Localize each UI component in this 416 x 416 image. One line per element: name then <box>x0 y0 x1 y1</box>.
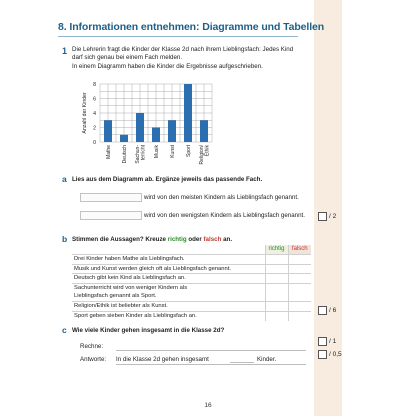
table-row <box>72 302 311 312</box>
answer-text-pre: In die Klasse 2d gehen insgesamt <box>116 356 209 363</box>
score-c1: / 1 <box>329 338 337 345</box>
task-number: 1 <box>62 46 68 56</box>
checkbox-wrong-5[interactable] <box>288 302 311 312</box>
y-tick-label: 0 <box>93 140 96 146</box>
checkbox-right-5[interactable] <box>265 302 288 312</box>
statement-3: Deutsch gibt kein Kind als Lieblingsfach an. <box>72 274 265 284</box>
statement-4 <box>72 283 265 301</box>
part-b-heading-post: an. <box>221 236 233 243</box>
statement-2: Musik und Kunst werden gleich oft als Lieblingsfach genannt. <box>72 264 265 274</box>
x-tick-label: Sport <box>185 145 192 157</box>
score-a: / 2 <box>329 213 337 220</box>
task-intro-line-3: In einem Diagramm haben die Kinder die Ergebnisse aufgeschrieben. <box>72 62 263 70</box>
statement-6: Sport geben sieben Kinder als Lieblingsfach an. <box>72 311 265 321</box>
y-tick-label: 4 <box>93 111 96 117</box>
calc-label: Rechne: <box>80 343 104 350</box>
column-header-right: richtig <box>265 245 288 255</box>
checkbox-right-2[interactable] <box>265 264 288 274</box>
page-number: 16 <box>204 402 212 409</box>
statement-1: Drei Kinder haben Mathe als Lieblingsfach. <box>72 255 265 265</box>
y-axis-label: Anzahl der Kinder <box>82 92 88 134</box>
table-row <box>72 274 311 284</box>
part-a-line-1: wird von den meisten Kindern als Lieblingsfach genannt. <box>144 194 299 201</box>
score-c2: / 0,5 <box>329 351 342 358</box>
answer-text-post: Kinder. <box>257 356 277 363</box>
part-b-heading-mid: oder <box>186 236 204 243</box>
bar-chart <box>78 80 218 180</box>
checkbox-wrong-2[interactable] <box>288 264 311 274</box>
x-tick-label: Mathe <box>105 145 112 159</box>
part-a-letter: a <box>62 174 67 184</box>
table-header-blank <box>72 245 265 255</box>
answer-label: Antworte: <box>80 356 107 363</box>
checkbox-right-1[interactable] <box>265 255 288 265</box>
score-b: / 6 <box>329 307 337 314</box>
table-row <box>72 283 311 301</box>
checkbox-wrong-1[interactable] <box>288 255 311 265</box>
statement-5: Religion/Ethik ist beliebter als Kunst. <box>72 302 265 312</box>
bar-1 <box>104 120 112 142</box>
answer-blank[interactable] <box>230 362 254 363</box>
score-box-b[interactable] <box>318 306 327 315</box>
part-a-heading: Lies aus dem Diagramm ab. Ergänze jeweils das passende Fach. <box>72 176 263 183</box>
section-title: 8. Informationen entnehmen: Diagramme und Tabellen <box>58 21 325 33</box>
bar-3 <box>136 113 144 142</box>
score-box-c2[interactable] <box>318 350 327 359</box>
bar-4 <box>152 128 160 143</box>
table-row <box>72 264 311 274</box>
y-tick-label: 6 <box>93 96 96 103</box>
table-row <box>72 255 311 265</box>
checkbox-wrong-3[interactable] <box>288 274 311 284</box>
table-row <box>72 311 311 321</box>
checkbox-wrong-4[interactable] <box>288 283 311 301</box>
part-b-heading-right: richtig <box>167 236 187 243</box>
part-c-heading: Wie viele Kinder gehen insgesamt in die Klasse 2d? <box>72 327 225 334</box>
bar-7 <box>200 120 208 142</box>
title-divider <box>58 36 298 37</box>
score-box-a[interactable] <box>318 212 327 221</box>
bar-6 <box>184 84 192 142</box>
answer-field-least-popular[interactable] <box>80 211 142 220</box>
x-tick-label: Sachun- <box>135 145 141 164</box>
true-false-table <box>72 245 311 321</box>
part-b-heading <box>72 236 232 243</box>
checkbox-right-3[interactable] <box>265 274 288 284</box>
table-header-row <box>72 245 311 255</box>
x-tick-label: Kunst <box>169 145 176 158</box>
x-tick-label: terricht <box>140 145 147 161</box>
part-b-heading-pre: Stimmen die Aussagen? Kreuze <box>72 236 168 243</box>
x-tick-label: Ethik <box>204 145 211 157</box>
score-box-c1[interactable] <box>318 337 327 346</box>
task-intro-line-1: Die Lehrerin fragt die Kinder der Klasse 2d nach ihrem Lieblingsfach: Jedes Kind <box>72 46 294 53</box>
part-c-letter: c <box>62 325 67 335</box>
checkbox-right-4[interactable] <box>265 283 288 301</box>
task-intro-line-2: darf sich genau bei einem Fach melden. <box>72 54 183 62</box>
part-b-letter: b <box>62 234 68 244</box>
answer-line <box>116 364 306 365</box>
column-header-wrong: falsch <box>288 245 311 255</box>
bar-2 <box>120 135 128 142</box>
statement-4-line-2: Lieblingsfach genannt als Sport. <box>74 293 157 300</box>
bar-5 <box>168 120 176 142</box>
checkbox-wrong-6[interactable] <box>288 311 311 321</box>
part-b-heading-wrong: falsch <box>203 236 222 243</box>
x-tick-label: Religion/ <box>199 145 205 165</box>
checkbox-right-6[interactable] <box>265 311 288 321</box>
y-tick-label: 8 <box>93 82 96 88</box>
y-tick-label: 2 <box>93 125 96 132</box>
x-tick-label: Deutsch <box>121 145 128 164</box>
calc-line[interactable] <box>116 350 306 351</box>
part-a-line-2: wird von den wenigsten Kindern als Lieblingsfach genannt. <box>144 212 305 219</box>
statement-4-line-1: Sachunterricht wird von weniger Kindern als <box>74 284 188 291</box>
x-tick-label: Musik <box>153 145 160 159</box>
answer-field-most-popular[interactable] <box>80 193 142 202</box>
